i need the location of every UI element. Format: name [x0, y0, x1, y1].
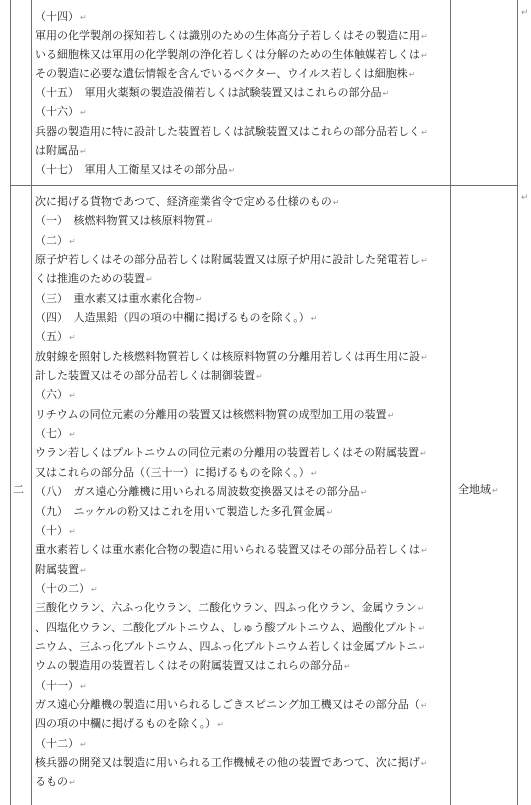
text-line: その製造に必要な遺伝情報を含んでいるベクター、ウイルス若しくは細胞株↵: [35, 67, 416, 81]
item-number-cell: [11, 186, 32, 805]
text-line: （十二）↵: [35, 736, 87, 750]
region-cell: [450, 0, 518, 185]
text-line: 三酸化ウラン、六ふっ化ウラン、二酸化ウラン、四ふっ化ウラン、金属ウラン↵: [35, 601, 425, 615]
region-label: 全地域↵: [458, 483, 499, 496]
item-number: 二: [13, 483, 24, 496]
text-line: るもの↵: [35, 775, 76, 789]
text-line: 軍用の化学製剤の探知若しくは識別のための生体高分子若しくはその製造に用↵: [35, 29, 428, 43]
text-line: ガス遠心分離機の製造に用いられるしごきスピニング加工機又はその部分品（↵: [35, 697, 428, 711]
text-line: （八） ガス遠心分離機に用いられる周波数変換器又はその部分品↵: [35, 485, 368, 499]
text-line: （六）↵: [35, 388, 76, 402]
text-line: 核兵器の開発又は製造に用いられる工作機械その他の装置であつて、次に掲げ↵: [35, 755, 428, 769]
description-lines: [35, 7, 449, 179]
text-line: いる細胞株又は軍用の化学製剤の浄化若しくは分解のための生体触媒若しくは↵: [35, 48, 428, 62]
text-line: （十七） 軍用人工衛星又はその部分品↵: [35, 162, 236, 176]
text-line: （九） ニッケルの粉又はこれを用いて製造した多孔質金属↵: [35, 504, 334, 518]
text-line: 計した装置又はその部分品若しくは制御装置↵: [35, 369, 263, 383]
text-line: ウムの製造用の装置若しくはその附属装置又はこれらの部分品↵: [35, 659, 351, 673]
text-line: （三） 重水素又は重水素化合物↵: [35, 291, 203, 305]
text-line: 原子炉若しくはその部分品若しくは附属装置又は原子炉用に設計した発電若し↵: [35, 253, 428, 267]
text-line: 四の項の中欄に掲げるものを除く。）↵: [35, 717, 224, 731]
goods-description-cell: [32, 0, 450, 185]
text-line: リチウムの同位元素の分離用の装置又は核燃料物質の成型加工用の装置↵: [35, 407, 395, 421]
text-line: 、四塩化ウラン、二酸化プルトニウム、しゅう酸プルトニウム、過酸化プルト↵: [35, 620, 426, 634]
table-row-item-2: [11, 186, 517, 805]
text-line: 重水素若しくは重水素化合物の製造に用いられる装置又はその部分品若しくは↵: [35, 543, 428, 557]
text-line: 放射線を照射した核燃料物質若しくは核原料物質の分離用若しくは再生用に設↵: [35, 349, 428, 363]
region-cell: [450, 186, 518, 805]
text-line: ニウム、三ふっ化プルトニウム、四ふっ化プルトニウム若しくは金属プルトニ↵: [35, 639, 426, 653]
text-line: （五）↵: [35, 330, 76, 344]
text-line: 兵器の製造用に特に設計した装置若しくは試験装置又はこれらの部分品若しく↵: [35, 124, 428, 138]
text-line: （二）↵: [35, 233, 76, 247]
text-line: （一） 核燃料物質又は核原料物質↵: [35, 214, 214, 228]
text-line: 附属装置↵: [35, 562, 87, 576]
paragraph-mark: ↵: [521, 193, 529, 203]
item-number-cell: [11, 0, 32, 185]
text-line: （四） 人造黒鉛（四の項の中欄に掲げるものを除く。）↵: [35, 311, 318, 325]
text-line: （十四）↵: [35, 10, 87, 23]
text-line: 次に掲げる貨物であつて、経済産業省令で定める仕様のもの↵: [35, 195, 340, 208]
export-control-table: [10, 0, 518, 805]
text-line: は附属品↵: [35, 143, 87, 157]
paragraph-mark: ↵: [521, 8, 529, 18]
text-line: （十六）↵: [35, 105, 87, 119]
text-line: （十の二）↵: [35, 581, 98, 595]
goods-description-cell: [32, 186, 450, 805]
text-line: （十一）↵: [35, 678, 87, 692]
text-line: （十五） 軍用火薬類の製造設備若しくは試験装置又はこれらの部分品↵: [35, 86, 390, 100]
text-line: 又はこれらの部分品（（三十一）に掲げるものを除く。）↵: [35, 465, 318, 479]
description-lines: [35, 192, 449, 792]
text-line: （十）↵: [35, 523, 76, 537]
text-line: （七）↵: [35, 427, 76, 441]
table-row-continued: [11, 0, 517, 186]
text-line: ウラン若しくはプルトニウムの同位元素の分離用の装置若しくはその附属装置↵: [35, 446, 427, 460]
text-line: くは推進のための装置↵: [35, 272, 153, 286]
